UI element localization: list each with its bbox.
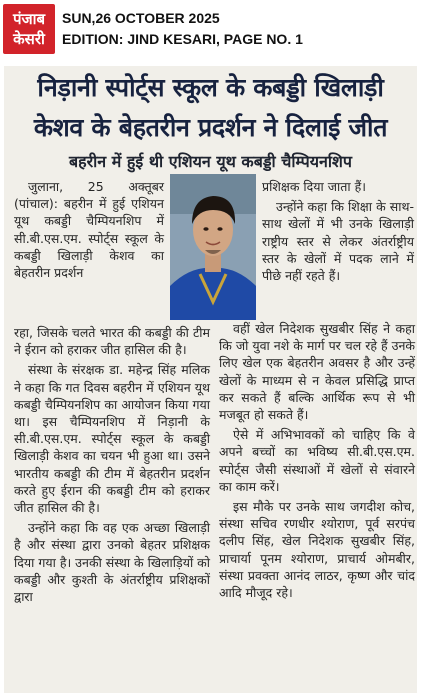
left-paragraph: रहा, जिसके चलते भारत की कबड्डी की टीम ने ईरान को हराकर जीत हासिल की है। — [14, 325, 210, 358]
player-photo — [170, 174, 256, 320]
intro-paragraph: जुलाना, 25 अक्तूबर (पांचाल): बहरीन में हुई एशियन यूथ कबड्डी चैम्पियनशिप में सी.बी.एस.एम. स्पोर्ट्स स्कूल के कबड्डी खिलाड़ी केशव का बेहतरीन प्रदर्शन — [14, 179, 164, 281]
right-top-paragraph: प्रशिक्षक दिया जाता हैं। — [262, 179, 366, 194]
logo-line-1: पंजाब — [12, 10, 46, 28]
right-paragraph: ऐसे में अभिभावकों को चाहिए कि वे अपने बच्चों का भविष्य सी.बी.एस.एम. स्पोर्ट्स जैसी संस्थाओं में खेलों से संवारने का काम करें। — [219, 427, 415, 494]
news-clipping — [4, 66, 417, 693]
headline — [4, 68, 417, 148]
left-paragraph: उन्होंने कहा कि वह एक अच्छा खिलाड़ी है और संस्था द्वारा उनको बेहतर प्रशिक्षक दिया गया है। उनकी संस्था के खिलाड़ियों को कबड्डी और कुश्ती के अंतर्राष्ट्रीय प्रशिक्षकों द्वारा — [14, 520, 211, 605]
headline-line-2: केशव के बेहतरीन प्रदर्शन ने दिलाई जीत — [33, 113, 388, 142]
subheadline: बहरीन में हुई थी एशियन यूथ कबड्डी चैम्पियनशिप — [68, 152, 353, 171]
edition-date: SUN,26 OCTOBER 2025 — [62, 10, 220, 26]
player-portrait-image — [170, 174, 256, 320]
punjab-kesari-logo — [3, 4, 55, 54]
right-column — [219, 320, 415, 601]
right-top-paragraph: उन्होंने कहा कि शिक्षा के साथ-साथ खेलों में भी उनके खिलाड़ी राष्ट्रीय स्तर से लेकर अंतर्राष्ट्रीय स्तर के खेलों में पदक लाने में पीछे नहीं रहते हैं। — [262, 199, 414, 284]
edition-info: EDITION: JIND KESARI, PAGE NO. 1 — [62, 31, 303, 47]
page-header — [0, 0, 421, 60]
headline-line-1: निड़ानी स्पोर्ट्स स्कूल के कबड्डी खिलाड़ी — [37, 73, 384, 102]
edition-meta — [62, 8, 303, 50]
right-top-column — [262, 178, 414, 284]
left-top-column — [14, 178, 164, 281]
right-paragraph: इस मौके पर उनके साथ जगदीश कोच, संस्था सचिव रणधीर श्योराण, पूर्व सरपंच दलीप सिंह, खेल निदेशक सुखबीर सिंह, प्राचार्या पूनम श्योराण, प्राचार्य ओमबीर, संस्था प्रवक्ता आनंद लाठर, कृष्ण और चांद आदि मौजूद रहे। — [219, 499, 415, 601]
right-paragraph: वहीं खेल निदेशक सुखबीर सिंह ने कहा कि जो युवा नशे के मार्ग पर चल रहे हैं उनके लिए खेल एक बेहतरीन अवसर है और उन्हें खेलों के माध्यम से न केवल प्रसिद्धि प्राप्त कर सकते हैं बल्कि आर्थिक रूप से भी मजबूत हो सकते हैं। — [219, 321, 415, 423]
left-paragraph: संस्था के संरक्षक डा. महेन्द्र सिंह मलिक ने कहा कि गत दिवस बहरीन में एशियन यूथ कबड्डी चैम्पियनशिप का आयोजन किया गया था। इस चैम्पियनशिप में निड़ानी के सी.बी.एस.एम. स्पोर्ट्स स्कूल के कबड्डी खिलाड़ी केशव का चयन भी हुआ था। उसने भारतीय कबड्डी की टीम में बेहतरीन प्रदर्शन करते हुए ईरान की कबड्डी टीम को हराकर जीत हासिल की है। — [14, 362, 210, 516]
logo-line-2: केसरी — [13, 30, 45, 48]
left-column — [14, 324, 210, 605]
